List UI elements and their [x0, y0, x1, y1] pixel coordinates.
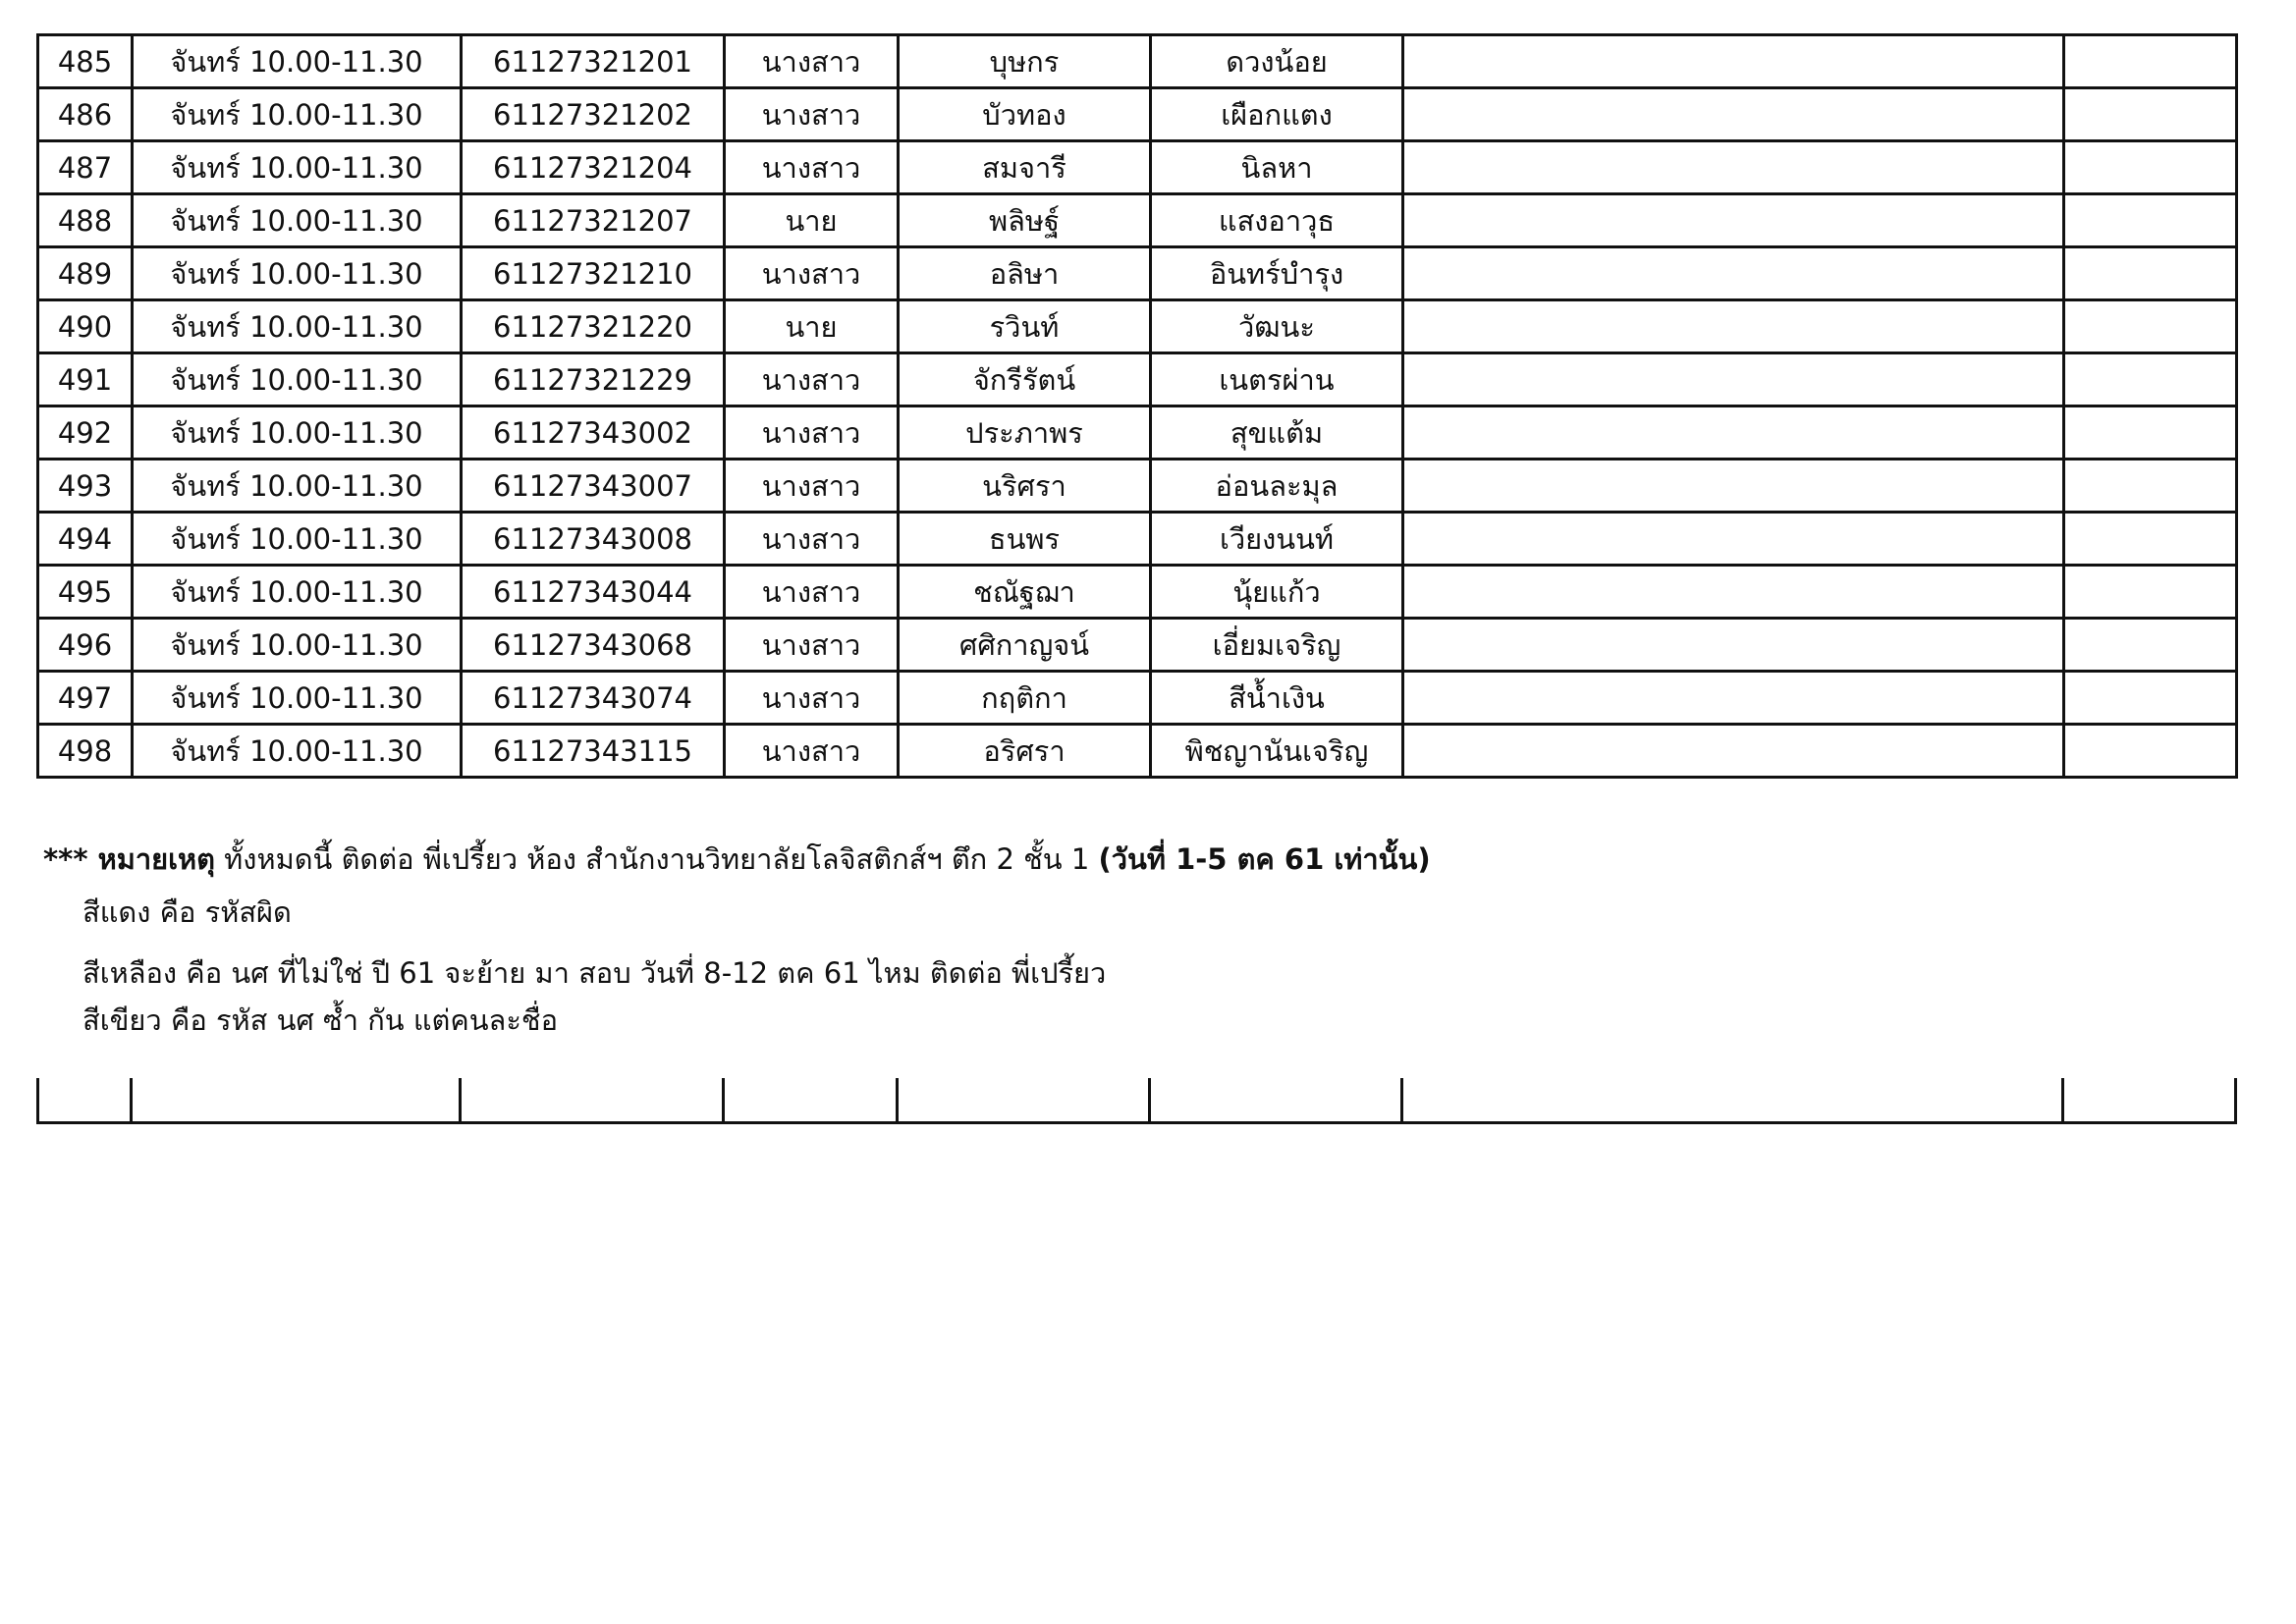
blank-cell [1403, 35, 2064, 88]
blank-cell [2064, 88, 2237, 141]
blank-cell [2064, 725, 2237, 778]
table-body [38, 35, 2237, 778]
name-prefix: นางสาว [725, 247, 899, 300]
table-row [38, 406, 2237, 460]
exam-slot: จันทร์ 10.00-11.30 [133, 300, 462, 353]
first-name: สมจารี [899, 141, 1151, 194]
exam-slot: จันทร์ 10.00-11.30 [133, 353, 462, 406]
last-name: เอี่ยมเจริญ [1151, 619, 1403, 672]
student-id: 61127343068 [462, 619, 725, 672]
exam-slot: จันทร์ 10.00-11.30 [133, 406, 462, 460]
last-name: สีน้ำเงิน [1151, 672, 1403, 725]
first-name: อริศรา [899, 725, 1151, 778]
blank-cell [2064, 672, 2237, 725]
blank-cell [1403, 725, 2064, 778]
exam-slot: จันทร์ 10.00-11.30 [133, 194, 462, 247]
first-name: ศศิกาญจน์ [899, 619, 1151, 672]
blank-cell [1403, 300, 2064, 353]
remark-date: (วันที่ 1-5 ตค 61 เท่านั้น) [1098, 842, 1431, 876]
first-name: ประภาพร [899, 406, 1151, 460]
table-row [38, 247, 2237, 300]
table-row [38, 619, 2237, 672]
blank-cell [2064, 566, 2237, 619]
blank-cell [2064, 513, 2237, 566]
student-id: 61127343008 [462, 513, 725, 566]
name-prefix: นางสาว [725, 672, 899, 725]
name-prefix: นางสาว [725, 513, 899, 566]
blank-cell [2064, 406, 2237, 460]
blank-cell [1403, 672, 2064, 725]
student-id: 61127321229 [462, 353, 725, 406]
row-number: 496 [38, 619, 133, 672]
first-name: รวินท์ [899, 300, 1151, 353]
table-row [38, 300, 2237, 353]
student-id: 61127343044 [462, 566, 725, 619]
last-name: นิลหา [1151, 141, 1403, 194]
last-name: อ่อนละมุล [1151, 460, 1403, 513]
blank-cell [1403, 406, 2064, 460]
blank-cell [2064, 141, 2237, 194]
exam-slot: จันทร์ 10.00-11.30 [133, 513, 462, 566]
name-prefix: นางสาว [725, 566, 899, 619]
blank-cell [2064, 194, 2237, 247]
table-row [38, 513, 2237, 566]
student-id: 61127343115 [462, 725, 725, 778]
name-prefix: นางสาว [725, 406, 899, 460]
student-id: 61127343007 [462, 460, 725, 513]
table-row [38, 672, 2237, 725]
student-id: 61127343002 [462, 406, 725, 460]
first-name: บุษกร [899, 35, 1151, 88]
name-prefix: นางสาว [725, 725, 899, 778]
row-number: 494 [38, 513, 133, 566]
last-name: ดวงน้อย [1151, 35, 1403, 88]
name-prefix: นางสาว [725, 88, 899, 141]
blank-cell [1403, 247, 2064, 300]
empty-table-row [36, 1078, 2237, 1124]
blank-cell [1403, 460, 2064, 513]
blank-cell [1403, 513, 2064, 566]
blank-cell [1403, 353, 2064, 406]
student-table [36, 33, 2238, 779]
row-number: 486 [38, 88, 133, 141]
exam-slot: จันทร์ 10.00-11.30 [133, 725, 462, 778]
exam-slot: จันทร์ 10.00-11.30 [133, 35, 462, 88]
blank-cell [1403, 194, 2064, 247]
row-number: 498 [38, 725, 133, 778]
remark-yellow: สีเหลือง คือ นศ ที่ไม่ใช่ ปี 61 จะย้าย มา สอบ วันที่ 8-12 ตค 61 ไหม ติดต่อ พี่เปรี้ยว [82, 956, 1107, 990]
first-name: กฤติกา [899, 672, 1151, 725]
table-row [38, 353, 2237, 406]
first-name: ชณัฐฌา [899, 566, 1151, 619]
last-name: แสงอาวุธ [1151, 194, 1403, 247]
remark-red: สีแดง คือ รหัสผิด [82, 895, 292, 929]
blank-cell [2064, 460, 2237, 513]
table-row [38, 141, 2237, 194]
name-prefix: นางสาว [725, 619, 899, 672]
exam-slot: จันทร์ 10.00-11.30 [133, 566, 462, 619]
blank-cell [2064, 35, 2237, 88]
exam-slot: จันทร์ 10.00-11.30 [133, 619, 462, 672]
exam-slot: จันทร์ 10.00-11.30 [133, 672, 462, 725]
last-name: เผือกแตง [1151, 88, 1403, 141]
last-name: นุ้ยแก้ว [1151, 566, 1403, 619]
name-prefix: นางสาว [725, 353, 899, 406]
blank-cell [1403, 619, 2064, 672]
student-id: 61127343074 [462, 672, 725, 725]
table-row [38, 35, 2237, 88]
row-number: 492 [38, 406, 133, 460]
last-name: สุขแต้ม [1151, 406, 1403, 460]
name-prefix: นางสาว [725, 141, 899, 194]
blank-cell [2064, 619, 2237, 672]
remark-main [43, 837, 1431, 882]
blank-cell [2064, 300, 2237, 353]
name-prefix: นาย [725, 194, 899, 247]
first-name: อลิษา [899, 247, 1151, 300]
student-id: 61127321204 [462, 141, 725, 194]
blank-cell [1403, 141, 2064, 194]
remark-green: สีเขียว คือ รหัส นศ ซ้ำ กัน แต่คนละชื่อ [82, 1003, 559, 1037]
table-row [38, 194, 2237, 247]
first-name: ธนพร [899, 513, 1151, 566]
student-id: 61127321207 [462, 194, 725, 247]
name-prefix: นางสาว [725, 35, 899, 88]
first-name: จักรีรัตน์ [899, 353, 1151, 406]
first-name: บัวทอง [899, 88, 1151, 141]
row-number: 493 [38, 460, 133, 513]
name-prefix: นางสาว [725, 460, 899, 513]
last-name: พิชญานันเจริญ [1151, 725, 1403, 778]
student-id: 61127321220 [462, 300, 725, 353]
last-name: อินทร์บำรุง [1151, 247, 1403, 300]
exam-slot: จันทร์ 10.00-11.30 [133, 460, 462, 513]
remark-text: ทั้งหมดนี้ ติดต่อ พี่เปรี้ยว ห้อง สำนักงานวิทยาลัยโลจิสติกส์ฯ ตึก 2 ชั้น 1 [214, 842, 1099, 876]
table-row [38, 88, 2237, 141]
row-number: 488 [38, 194, 133, 247]
table-row [38, 725, 2237, 778]
row-number: 497 [38, 672, 133, 725]
first-name: พลิษฐ์ [899, 194, 1151, 247]
exam-slot: จันทร์ 10.00-11.30 [133, 247, 462, 300]
exam-slot: จันทร์ 10.00-11.30 [133, 141, 462, 194]
last-name: เวียงนนท์ [1151, 513, 1403, 566]
row-number: 487 [38, 141, 133, 194]
blank-cell [1403, 566, 2064, 619]
row-number: 490 [38, 300, 133, 353]
student-id: 61127321201 [462, 35, 725, 88]
last-name: วัฒนะ [1151, 300, 1403, 353]
row-number: 489 [38, 247, 133, 300]
exam-slot: จันทร์ 10.00-11.30 [133, 88, 462, 141]
blank-cell [2064, 353, 2237, 406]
student-id: 61127321202 [462, 88, 725, 141]
blank-cell [1403, 88, 2064, 141]
row-number: 495 [38, 566, 133, 619]
blank-cell [2064, 247, 2237, 300]
row-number: 491 [38, 353, 133, 406]
table-row [38, 460, 2237, 513]
student-id: 61127321210 [462, 247, 725, 300]
remark-label: *** หมายเหตุ [43, 842, 215, 876]
last-name: เนตรผ่าน [1151, 353, 1403, 406]
row-number: 485 [38, 35, 133, 88]
first-name: นริศรา [899, 460, 1151, 513]
table-row [38, 566, 2237, 619]
name-prefix: นาย [725, 300, 899, 353]
